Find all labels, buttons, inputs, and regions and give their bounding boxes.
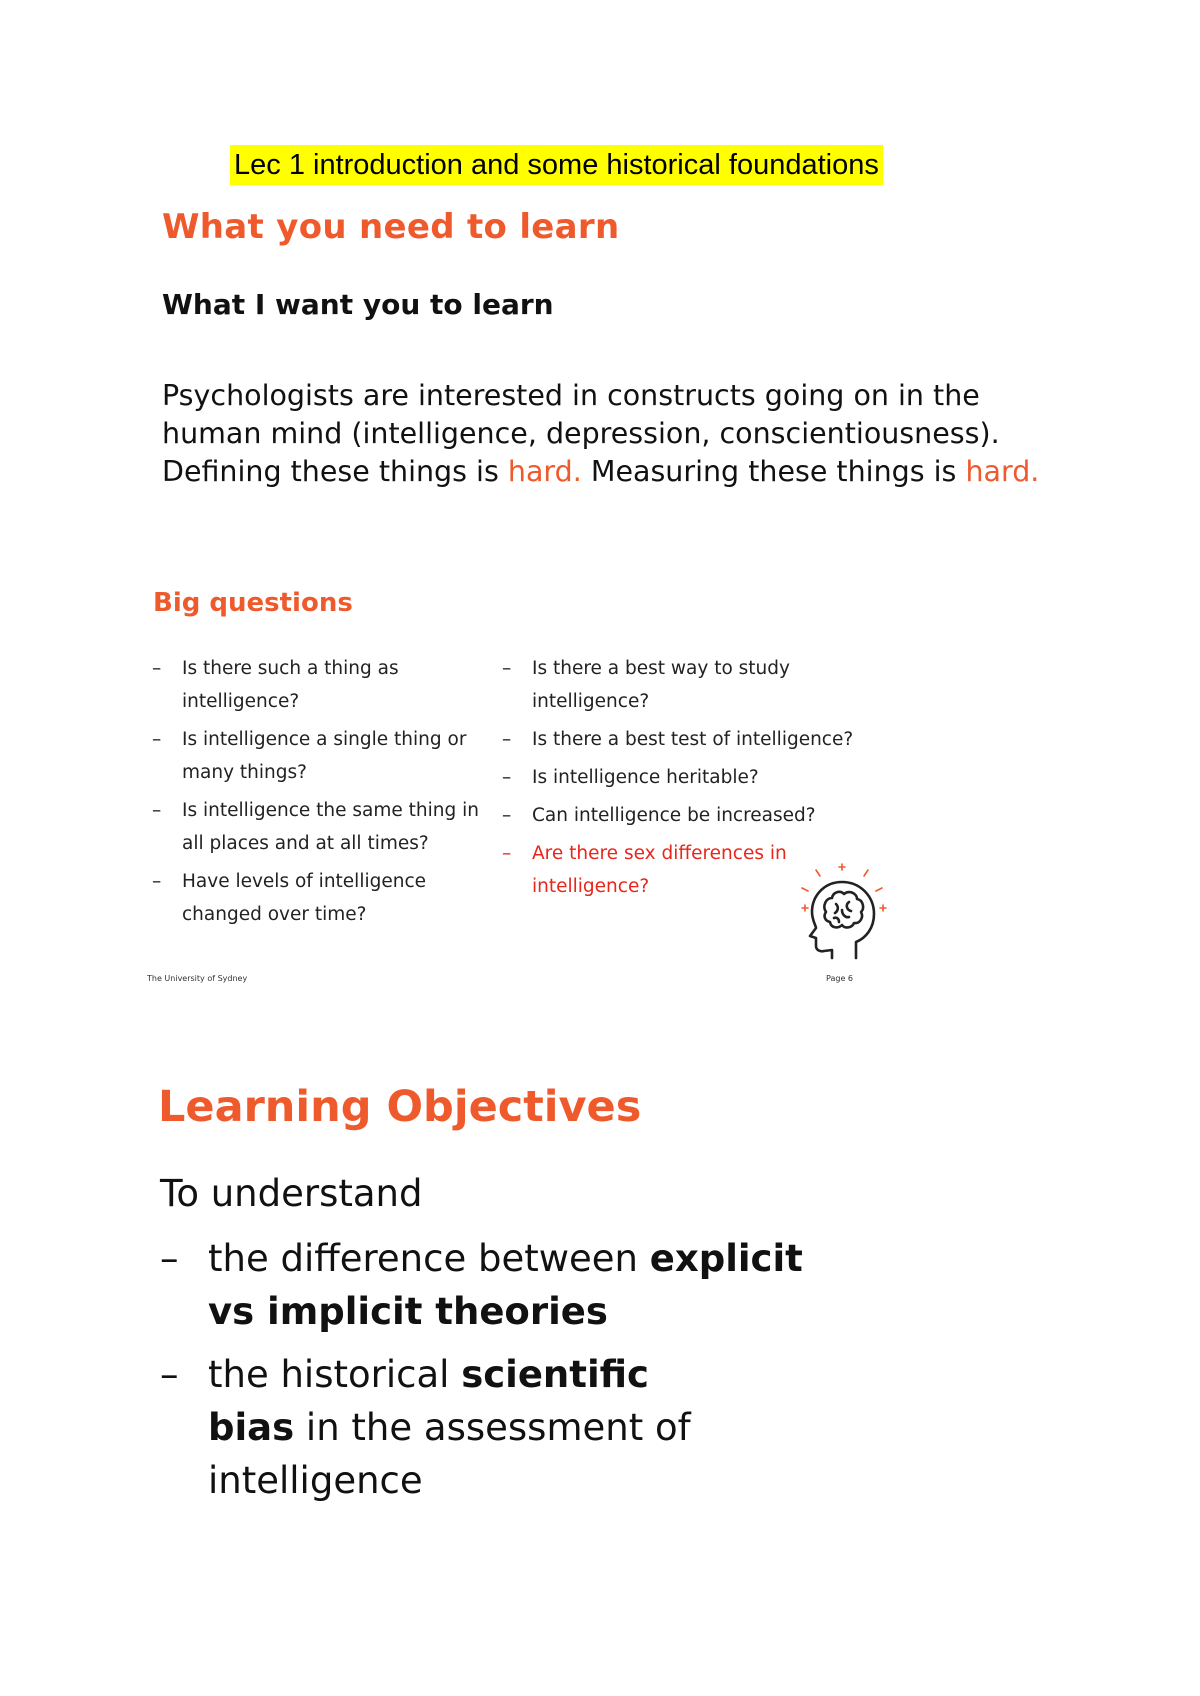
dash-bullet: –	[502, 767, 512, 788]
question-text: Is there a best test of intelligence?	[532, 729, 854, 750]
question-text: Is there such a thing as intelligence?	[182, 658, 399, 712]
constructs-paragraph	[162, 377, 1042, 491]
question-text: Is there a best way to study intelligence?	[532, 658, 790, 712]
objective-text	[208, 1232, 808, 1338]
question-item	[152, 865, 502, 931]
dash-bullet: –	[160, 1237, 179, 1280]
question-text: Is intelligence the same thing in all places and at all times?	[182, 800, 480, 854]
brain-head-icon	[794, 862, 890, 962]
big-questions-heading: Big questions	[153, 588, 353, 618]
question-text: Is intelligence heritable?	[532, 767, 759, 788]
question-item	[502, 799, 872, 832]
question-text: Have levels of intelligence changed over time?	[182, 871, 427, 925]
objective-text	[208, 1348, 708, 1507]
want-you-to-learn-subheading: What I want you to learn	[162, 288, 554, 321]
dash-bullet: –	[160, 1353, 179, 1396]
objective-plain-text: the historical	[208, 1353, 462, 1396]
dash-bullet: –	[502, 658, 512, 679]
question-item	[152, 723, 502, 789]
questions-left-column	[152, 652, 502, 936]
dash-bullet: –	[152, 871, 162, 892]
dash-bullet: –	[502, 843, 512, 864]
dash-bullet: –	[502, 729, 512, 750]
question-text: Are there sex differences in intelligence?	[532, 843, 787, 897]
question-item	[502, 723, 872, 756]
question-item	[152, 652, 502, 718]
dash-bullet: –	[152, 729, 162, 750]
objective-plain-text-2: in the assessment of intelligence	[208, 1406, 691, 1502]
footer-institution: The University of Sydney	[147, 974, 248, 983]
paragraph-text-1: Psychologists are interested in constructs going on in the human mind (intelligence, depression, conscientiousness). Defining these things is	[162, 379, 1000, 488]
footer-page-number: Page 6	[826, 974, 853, 983]
document-title: Lec 1 introduction and some historical foundations	[230, 145, 883, 185]
dash-bullet: –	[502, 805, 512, 826]
paragraph-accent-hard-2: hard.	[965, 455, 1040, 488]
dash-bullet: –	[152, 800, 162, 821]
paragraph-accent-hard-1: hard.	[507, 455, 582, 488]
dash-bullet: –	[152, 658, 162, 679]
question-item	[152, 794, 502, 860]
objective-bold-text: scientific bias	[208, 1353, 649, 1449]
question-item	[502, 652, 872, 718]
question-text: Is intelligence a single thing or many things?	[182, 729, 467, 783]
question-text: Can intelligence be increased?	[532, 805, 816, 826]
objective-plain-text: the difference between	[208, 1237, 650, 1280]
objectives-intro: To understand	[160, 1172, 423, 1215]
paragraph-text-2: Measuring these things is	[581, 455, 966, 488]
learning-objectives-heading: Learning Objectives	[158, 1082, 642, 1132]
objective-bold-text: explicit vs implicit theories	[208, 1237, 803, 1333]
question-item	[502, 761, 872, 794]
need-to-learn-heading: What you need to learn	[162, 207, 620, 247]
